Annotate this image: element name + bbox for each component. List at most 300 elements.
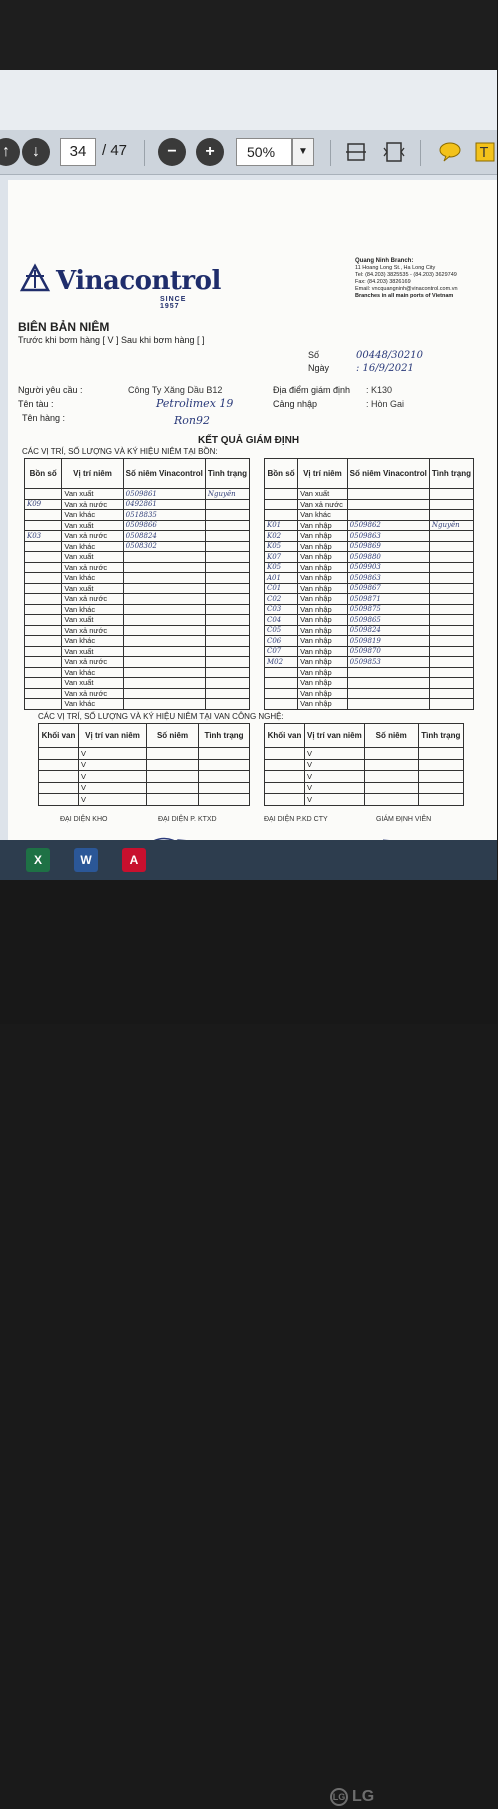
table-cell bbox=[25, 562, 62, 573]
table-cell: Van nhập bbox=[298, 657, 348, 668]
fit-width-button[interactable] bbox=[344, 140, 368, 164]
branch-line: Quang Ninh Branch: bbox=[355, 258, 414, 264]
table-cell: Van khác bbox=[298, 510, 348, 521]
table-cell bbox=[123, 688, 205, 699]
zoom-in-icon: + bbox=[205, 143, 215, 160]
table-row bbox=[25, 552, 250, 563]
nguoi-yeu-cau-label: Người yêu cầu : bbox=[18, 385, 83, 395]
table-row bbox=[265, 573, 474, 584]
col-header: Số niêm bbox=[364, 724, 418, 748]
pdf-icon[interactable]: A bbox=[122, 848, 146, 872]
table-cell bbox=[347, 499, 429, 510]
table-cell: 0509870 bbox=[347, 646, 429, 657]
nguoi-yeu-cau-value: Công Ty Xăng Dầu B12 bbox=[128, 385, 223, 395]
table-row bbox=[25, 489, 250, 500]
table-cell bbox=[147, 771, 199, 783]
col-header: Tình trạng bbox=[199, 724, 250, 748]
table-cell: Van nhập bbox=[298, 594, 348, 605]
table-row bbox=[25, 499, 250, 510]
table-cell: A01 bbox=[265, 573, 298, 584]
signature-label-kho: ĐẠI DIỆN KHO bbox=[60, 816, 108, 823]
table-cell bbox=[429, 699, 473, 710]
cang-nhap-value: : Hòn Gai bbox=[366, 399, 405, 409]
table-row bbox=[39, 794, 250, 806]
col-header: Số niêm Vinacontrol bbox=[123, 459, 205, 489]
table-cell: Van xả nước bbox=[62, 531, 123, 542]
table-cell: Van nhập bbox=[298, 562, 348, 573]
table-cell bbox=[418, 771, 463, 783]
table-cell bbox=[205, 678, 249, 689]
branch-line: Tel: (84.203) 3825535 - (84.203) 3629749 bbox=[355, 272, 457, 278]
table-cell bbox=[265, 489, 298, 500]
table-row bbox=[25, 594, 250, 605]
table-cell: K01 bbox=[265, 520, 298, 531]
table-cell bbox=[25, 520, 62, 531]
table-cell bbox=[429, 604, 473, 615]
table-cell: Van xả nước bbox=[298, 499, 348, 510]
table-row bbox=[25, 688, 250, 699]
table-row bbox=[39, 748, 250, 760]
table-row bbox=[265, 646, 474, 657]
table-cell bbox=[205, 636, 249, 647]
toolbar-separator bbox=[144, 140, 145, 166]
table-cell bbox=[205, 604, 249, 615]
page-total: / 47 bbox=[102, 142, 128, 159]
table-cell: Van xuất bbox=[62, 678, 123, 689]
table-cell: Van nhập bbox=[298, 699, 348, 710]
table-cell bbox=[418, 782, 463, 794]
lg-logo-icon: LG bbox=[330, 1788, 348, 1806]
table-row bbox=[265, 489, 474, 500]
table-cell bbox=[147, 782, 199, 794]
table-cell bbox=[205, 531, 249, 542]
table-cell bbox=[265, 782, 305, 794]
table-cell: 0509880 bbox=[347, 552, 429, 563]
table-cell: Van khác bbox=[62, 604, 123, 615]
table-cell bbox=[25, 625, 62, 636]
window-top-area bbox=[0, 70, 497, 130]
table-cell bbox=[25, 583, 62, 594]
table-row bbox=[265, 615, 474, 626]
table-cell bbox=[199, 759, 250, 771]
table-cell bbox=[429, 688, 473, 699]
table-cell bbox=[39, 794, 79, 806]
table-cell: C06 bbox=[265, 636, 298, 647]
table-cell: Van xả nước bbox=[62, 499, 123, 510]
table-cell bbox=[123, 646, 205, 657]
table-cell: Van xuất bbox=[62, 489, 123, 500]
table-cell bbox=[25, 657, 62, 668]
valve-seal-table-left bbox=[38, 723, 250, 806]
table-cell bbox=[25, 510, 62, 521]
table-cell: 0509869 bbox=[347, 541, 429, 552]
table-cell bbox=[429, 636, 473, 647]
table-row bbox=[25, 615, 250, 626]
table-row bbox=[39, 771, 250, 783]
table-cell bbox=[364, 794, 418, 806]
table-cell bbox=[25, 489, 62, 500]
table-row bbox=[25, 636, 250, 647]
table-cell: Van xả nước bbox=[62, 562, 123, 573]
table-cell: 0508824 bbox=[123, 531, 205, 542]
table-row bbox=[25, 531, 250, 542]
table-cell: Van xả nước bbox=[62, 594, 123, 605]
document-title: BIÊN BẢN NIÊM bbox=[18, 320, 110, 334]
table-cell: K09 bbox=[25, 499, 62, 510]
table-cell bbox=[205, 625, 249, 636]
table-cell bbox=[123, 625, 205, 636]
table-cell bbox=[123, 615, 205, 626]
pump-status: Trước khi bơm hàng [ V ] Sau khi bơm hàng [ ] bbox=[18, 335, 205, 345]
table-cell bbox=[199, 782, 250, 794]
table-row bbox=[25, 604, 250, 615]
table-cell bbox=[205, 699, 249, 710]
branch-line: Branches in all main ports of Vietnam bbox=[355, 293, 454, 299]
table-cell: 0509866 bbox=[123, 520, 205, 531]
table-row bbox=[265, 562, 474, 573]
table-cell: Van nhập bbox=[298, 615, 348, 626]
ten-hang-label: Tên hàng : bbox=[22, 413, 66, 423]
table-cell bbox=[418, 759, 463, 771]
table-cell bbox=[265, 499, 298, 510]
table-row bbox=[265, 771, 464, 783]
table-cell bbox=[429, 573, 473, 584]
table-row bbox=[25, 646, 250, 657]
table-cell: Van nhập bbox=[298, 625, 348, 636]
table-cell: Nguyên bbox=[205, 489, 249, 500]
table-cell bbox=[347, 678, 429, 689]
table-cell bbox=[429, 594, 473, 605]
table-row bbox=[265, 594, 474, 605]
table-cell: M02 bbox=[265, 657, 298, 668]
table-cell: Van nhập bbox=[298, 646, 348, 657]
table-cell bbox=[199, 748, 250, 760]
table-cell bbox=[429, 657, 473, 668]
table-cell bbox=[265, 510, 298, 521]
monitor-brand-text: LG bbox=[352, 1788, 375, 1805]
table-row bbox=[265, 699, 474, 710]
table-row bbox=[265, 541, 474, 552]
table-cell bbox=[265, 759, 305, 771]
table-cell bbox=[199, 771, 250, 783]
table-cell bbox=[205, 667, 249, 678]
table-cell bbox=[25, 688, 62, 699]
table-cell bbox=[147, 794, 199, 806]
valve-section-title: CÁC VỊ TRÍ, SỐ LƯỢNG VÀ KÝ HIỆU NIÊM TẠI VAN CÔNG NGHỆ: bbox=[38, 712, 284, 721]
table-cell: 0509853 bbox=[347, 657, 429, 668]
table-cell bbox=[205, 657, 249, 668]
table-cell: Van khác bbox=[62, 636, 123, 647]
table-row bbox=[265, 531, 474, 542]
table-cell bbox=[429, 489, 473, 500]
table-row bbox=[39, 759, 250, 771]
monitor-bottom-bezel bbox=[0, 880, 497, 1805]
table-row bbox=[25, 541, 250, 552]
table-cell bbox=[205, 499, 249, 510]
table-row bbox=[265, 678, 474, 689]
table-cell bbox=[39, 759, 79, 771]
text-tool-button[interactable] bbox=[474, 140, 498, 164]
table-cell: Van nhập bbox=[298, 552, 348, 563]
table-cell: K02 bbox=[265, 531, 298, 542]
col-header: Bồn số bbox=[25, 459, 62, 489]
table-cell: V bbox=[305, 782, 365, 794]
table-cell: Van xả nước bbox=[62, 657, 123, 668]
comment-icon bbox=[438, 140, 462, 164]
table-cell: 0509875 bbox=[347, 604, 429, 615]
table-cell bbox=[25, 552, 62, 563]
table-cell: Van khác bbox=[62, 541, 123, 552]
table-cell bbox=[205, 510, 249, 521]
table-cell: Van nhập bbox=[298, 678, 348, 689]
toolbar-separator bbox=[330, 140, 331, 166]
table-cell: Van nhập bbox=[298, 531, 348, 542]
table-row bbox=[265, 748, 464, 760]
fit-width-icon bbox=[344, 140, 368, 164]
table-cell bbox=[347, 510, 429, 521]
table-row bbox=[265, 667, 474, 678]
table-row bbox=[265, 782, 464, 794]
table-cell bbox=[429, 667, 473, 678]
so-value: 00448/30210 bbox=[356, 350, 423, 361]
logo-since: SINCE 1957 bbox=[160, 296, 187, 310]
zoom-level-field[interactable]: 50% bbox=[236, 138, 292, 166]
col-header: Tình trạng bbox=[418, 724, 463, 748]
table-cell: 0509863 bbox=[347, 531, 429, 542]
ten-tau-label: Tên tàu : bbox=[18, 399, 54, 409]
table-row bbox=[25, 678, 250, 689]
table-cell bbox=[429, 678, 473, 689]
branch-line: Fax: (84.203) 3826169 bbox=[355, 279, 411, 285]
prev-page-button[interactable] bbox=[0, 138, 20, 166]
table-cell: Van nhập bbox=[298, 583, 348, 594]
page-number-input[interactable]: 34 bbox=[60, 138, 96, 166]
table-cell: 0509819 bbox=[347, 636, 429, 647]
table-cell: C03 bbox=[265, 604, 298, 615]
table-cell: Van nhập bbox=[298, 520, 348, 531]
signature-label-gdv: GIÁM ĐỊNH VIÊN bbox=[376, 816, 432, 823]
col-header: Bồn số bbox=[265, 459, 298, 489]
col-header: Tình trạng bbox=[429, 459, 473, 489]
table-row bbox=[265, 794, 464, 806]
table-cell: Van xuất bbox=[62, 520, 123, 531]
table-row bbox=[25, 510, 250, 521]
table-row bbox=[25, 583, 250, 594]
cang-nhap-label: Cảng nhập bbox=[273, 399, 318, 409]
table-cell bbox=[205, 573, 249, 584]
table-row bbox=[265, 657, 474, 668]
table-cell bbox=[205, 520, 249, 531]
table-cell: K05 bbox=[265, 541, 298, 552]
table-cell: 0509861 bbox=[123, 489, 205, 500]
col-header: Số niêm bbox=[147, 724, 199, 748]
section-title: KẾT QUẢ GIÁM ĐỊNH bbox=[198, 435, 300, 446]
table-cell bbox=[265, 678, 298, 689]
table-cell bbox=[25, 667, 62, 678]
zoom-out-button[interactable] bbox=[158, 138, 186, 166]
table-cell bbox=[123, 562, 205, 573]
table-cell bbox=[123, 678, 205, 689]
table-cell: C02 bbox=[265, 594, 298, 605]
table-row bbox=[265, 552, 474, 563]
dia-diem-value: : K130 bbox=[366, 385, 393, 395]
col-header: Tình trạng bbox=[205, 459, 249, 489]
comment-button[interactable] bbox=[438, 140, 462, 164]
signature-label-ktxd: ĐẠI DIỆN P. KTXD bbox=[158, 816, 217, 823]
table-cell bbox=[429, 615, 473, 626]
table-cell bbox=[429, 531, 473, 542]
table-cell bbox=[147, 759, 199, 771]
table-cell: Van xuất bbox=[62, 615, 123, 626]
table-row bbox=[265, 759, 464, 771]
table-cell: V bbox=[79, 759, 147, 771]
table-cell bbox=[123, 604, 205, 615]
table-cell: 0509862 bbox=[347, 520, 429, 531]
table-cell bbox=[205, 583, 249, 594]
table-cell: Van xả nước bbox=[62, 688, 123, 699]
table-cell bbox=[265, 667, 298, 678]
table-cell bbox=[39, 782, 79, 794]
table-cell bbox=[123, 583, 205, 594]
table-cell bbox=[25, 594, 62, 605]
table-cell: Nguyên bbox=[429, 520, 473, 531]
excel-icon[interactable]: X bbox=[26, 848, 50, 872]
zoom-in-button[interactable] bbox=[196, 138, 224, 166]
table-cell bbox=[123, 636, 205, 647]
screen bbox=[0, 70, 497, 880]
col-header: Vị trí niêm bbox=[62, 459, 123, 489]
table-cell bbox=[265, 688, 298, 699]
table-cell bbox=[364, 782, 418, 794]
fit-page-button[interactable] bbox=[382, 140, 406, 164]
pdf-toolbar bbox=[0, 130, 497, 175]
col-header: Vị trí niêm bbox=[298, 459, 348, 489]
arrow-up-icon: ↑ bbox=[2, 143, 10, 160]
table-row bbox=[39, 782, 250, 794]
ngay-value: : 16/9/2021 bbox=[356, 363, 414, 374]
word-icon[interactable]: W bbox=[74, 848, 98, 872]
table-cell: Van nhập bbox=[298, 573, 348, 584]
table-row bbox=[265, 625, 474, 636]
table-cell bbox=[205, 552, 249, 563]
table-cell bbox=[429, 499, 473, 510]
table-row bbox=[265, 583, 474, 594]
table-cell: V bbox=[79, 794, 147, 806]
branch-line: Email: vncquangninh@vinacontrol.com.vn bbox=[355, 286, 458, 292]
table-cell: K05 bbox=[265, 562, 298, 573]
table-cell bbox=[429, 541, 473, 552]
table-cell bbox=[25, 615, 62, 626]
table-cell: Van khác bbox=[62, 699, 123, 710]
table-row bbox=[25, 657, 250, 668]
table-cell: V bbox=[79, 748, 147, 760]
table-cell bbox=[347, 489, 429, 500]
table-cell: Van nhập bbox=[298, 636, 348, 647]
arrow-down-icon: ↓ bbox=[32, 143, 40, 160]
table-cell bbox=[123, 594, 205, 605]
table-cell bbox=[25, 573, 62, 584]
taskbar bbox=[0, 840, 497, 880]
table-cell bbox=[205, 615, 249, 626]
chevron-down-icon: ▼ bbox=[298, 146, 308, 157]
table-cell: C05 bbox=[265, 625, 298, 636]
table-cell: Van khác bbox=[62, 667, 123, 678]
table-cell: 0509903 bbox=[347, 562, 429, 573]
table-cell: Van nhập bbox=[298, 541, 348, 552]
table-cell bbox=[205, 562, 249, 573]
table-cell bbox=[347, 667, 429, 678]
table-cell bbox=[429, 562, 473, 573]
table-cell: C04 bbox=[265, 615, 298, 626]
col-header: Khối van bbox=[39, 724, 79, 748]
signature-label-kd: ĐẠI DIỆN P.KD CTY bbox=[264, 816, 328, 823]
ngay-label: Ngày bbox=[308, 363, 330, 373]
table-row bbox=[265, 604, 474, 615]
table-cell bbox=[123, 573, 205, 584]
table-cell: K07 bbox=[265, 552, 298, 563]
table-cell: V bbox=[79, 771, 147, 783]
next-page-button[interactable] bbox=[22, 138, 50, 166]
logo-text: Vinacontrol bbox=[56, 266, 221, 296]
branch-line: 11 Hoang Long St., Ha Long City bbox=[355, 265, 436, 271]
table-row bbox=[25, 699, 250, 710]
branch-info bbox=[355, 258, 458, 300]
table-cell: V bbox=[79, 782, 147, 794]
so-label: Số bbox=[308, 350, 320, 360]
zoom-out-icon: − bbox=[167, 143, 177, 160]
dia-diem-label: Địa điểm giám định bbox=[273, 385, 351, 395]
table-cell bbox=[205, 646, 249, 657]
table-cell: C01 bbox=[265, 583, 298, 594]
table-cell bbox=[123, 552, 205, 563]
table-cell bbox=[418, 748, 463, 760]
table-cell bbox=[25, 604, 62, 615]
table-cell bbox=[123, 667, 205, 678]
table-row bbox=[265, 510, 474, 521]
table-cell: V bbox=[305, 794, 365, 806]
table-cell: Van xuất bbox=[62, 552, 123, 563]
ten-tau-value: Petrolimex 19 bbox=[156, 397, 234, 410]
table-cell: Van khác bbox=[62, 573, 123, 584]
table-row bbox=[265, 688, 474, 699]
table-cell: 0509824 bbox=[347, 625, 429, 636]
table-cell bbox=[205, 541, 249, 552]
text-icon bbox=[474, 140, 498, 164]
table-cell: K03 bbox=[25, 531, 62, 542]
table-row bbox=[265, 520, 474, 531]
table-cell bbox=[123, 657, 205, 668]
zoom-dropdown-button[interactable] bbox=[292, 138, 314, 166]
table-cell bbox=[265, 771, 305, 783]
table-row bbox=[265, 636, 474, 647]
table-cell bbox=[429, 552, 473, 563]
table-cell: Van xuất bbox=[62, 646, 123, 657]
table-cell: 0509865 bbox=[347, 615, 429, 626]
table-cell bbox=[205, 688, 249, 699]
monitor-brand bbox=[330, 1785, 390, 1809]
table-cell bbox=[265, 748, 305, 760]
table-cell: 0492861 bbox=[123, 499, 205, 510]
table-cell: 0509863 bbox=[347, 573, 429, 584]
table-row bbox=[25, 625, 250, 636]
table-cell bbox=[147, 748, 199, 760]
table-cell bbox=[429, 646, 473, 657]
table-row bbox=[265, 499, 474, 510]
valve-seal-table-right bbox=[264, 723, 464, 806]
table-cell: V bbox=[305, 748, 365, 760]
col-header: Vị trí van niêm bbox=[79, 724, 147, 748]
table-cell bbox=[429, 583, 473, 594]
